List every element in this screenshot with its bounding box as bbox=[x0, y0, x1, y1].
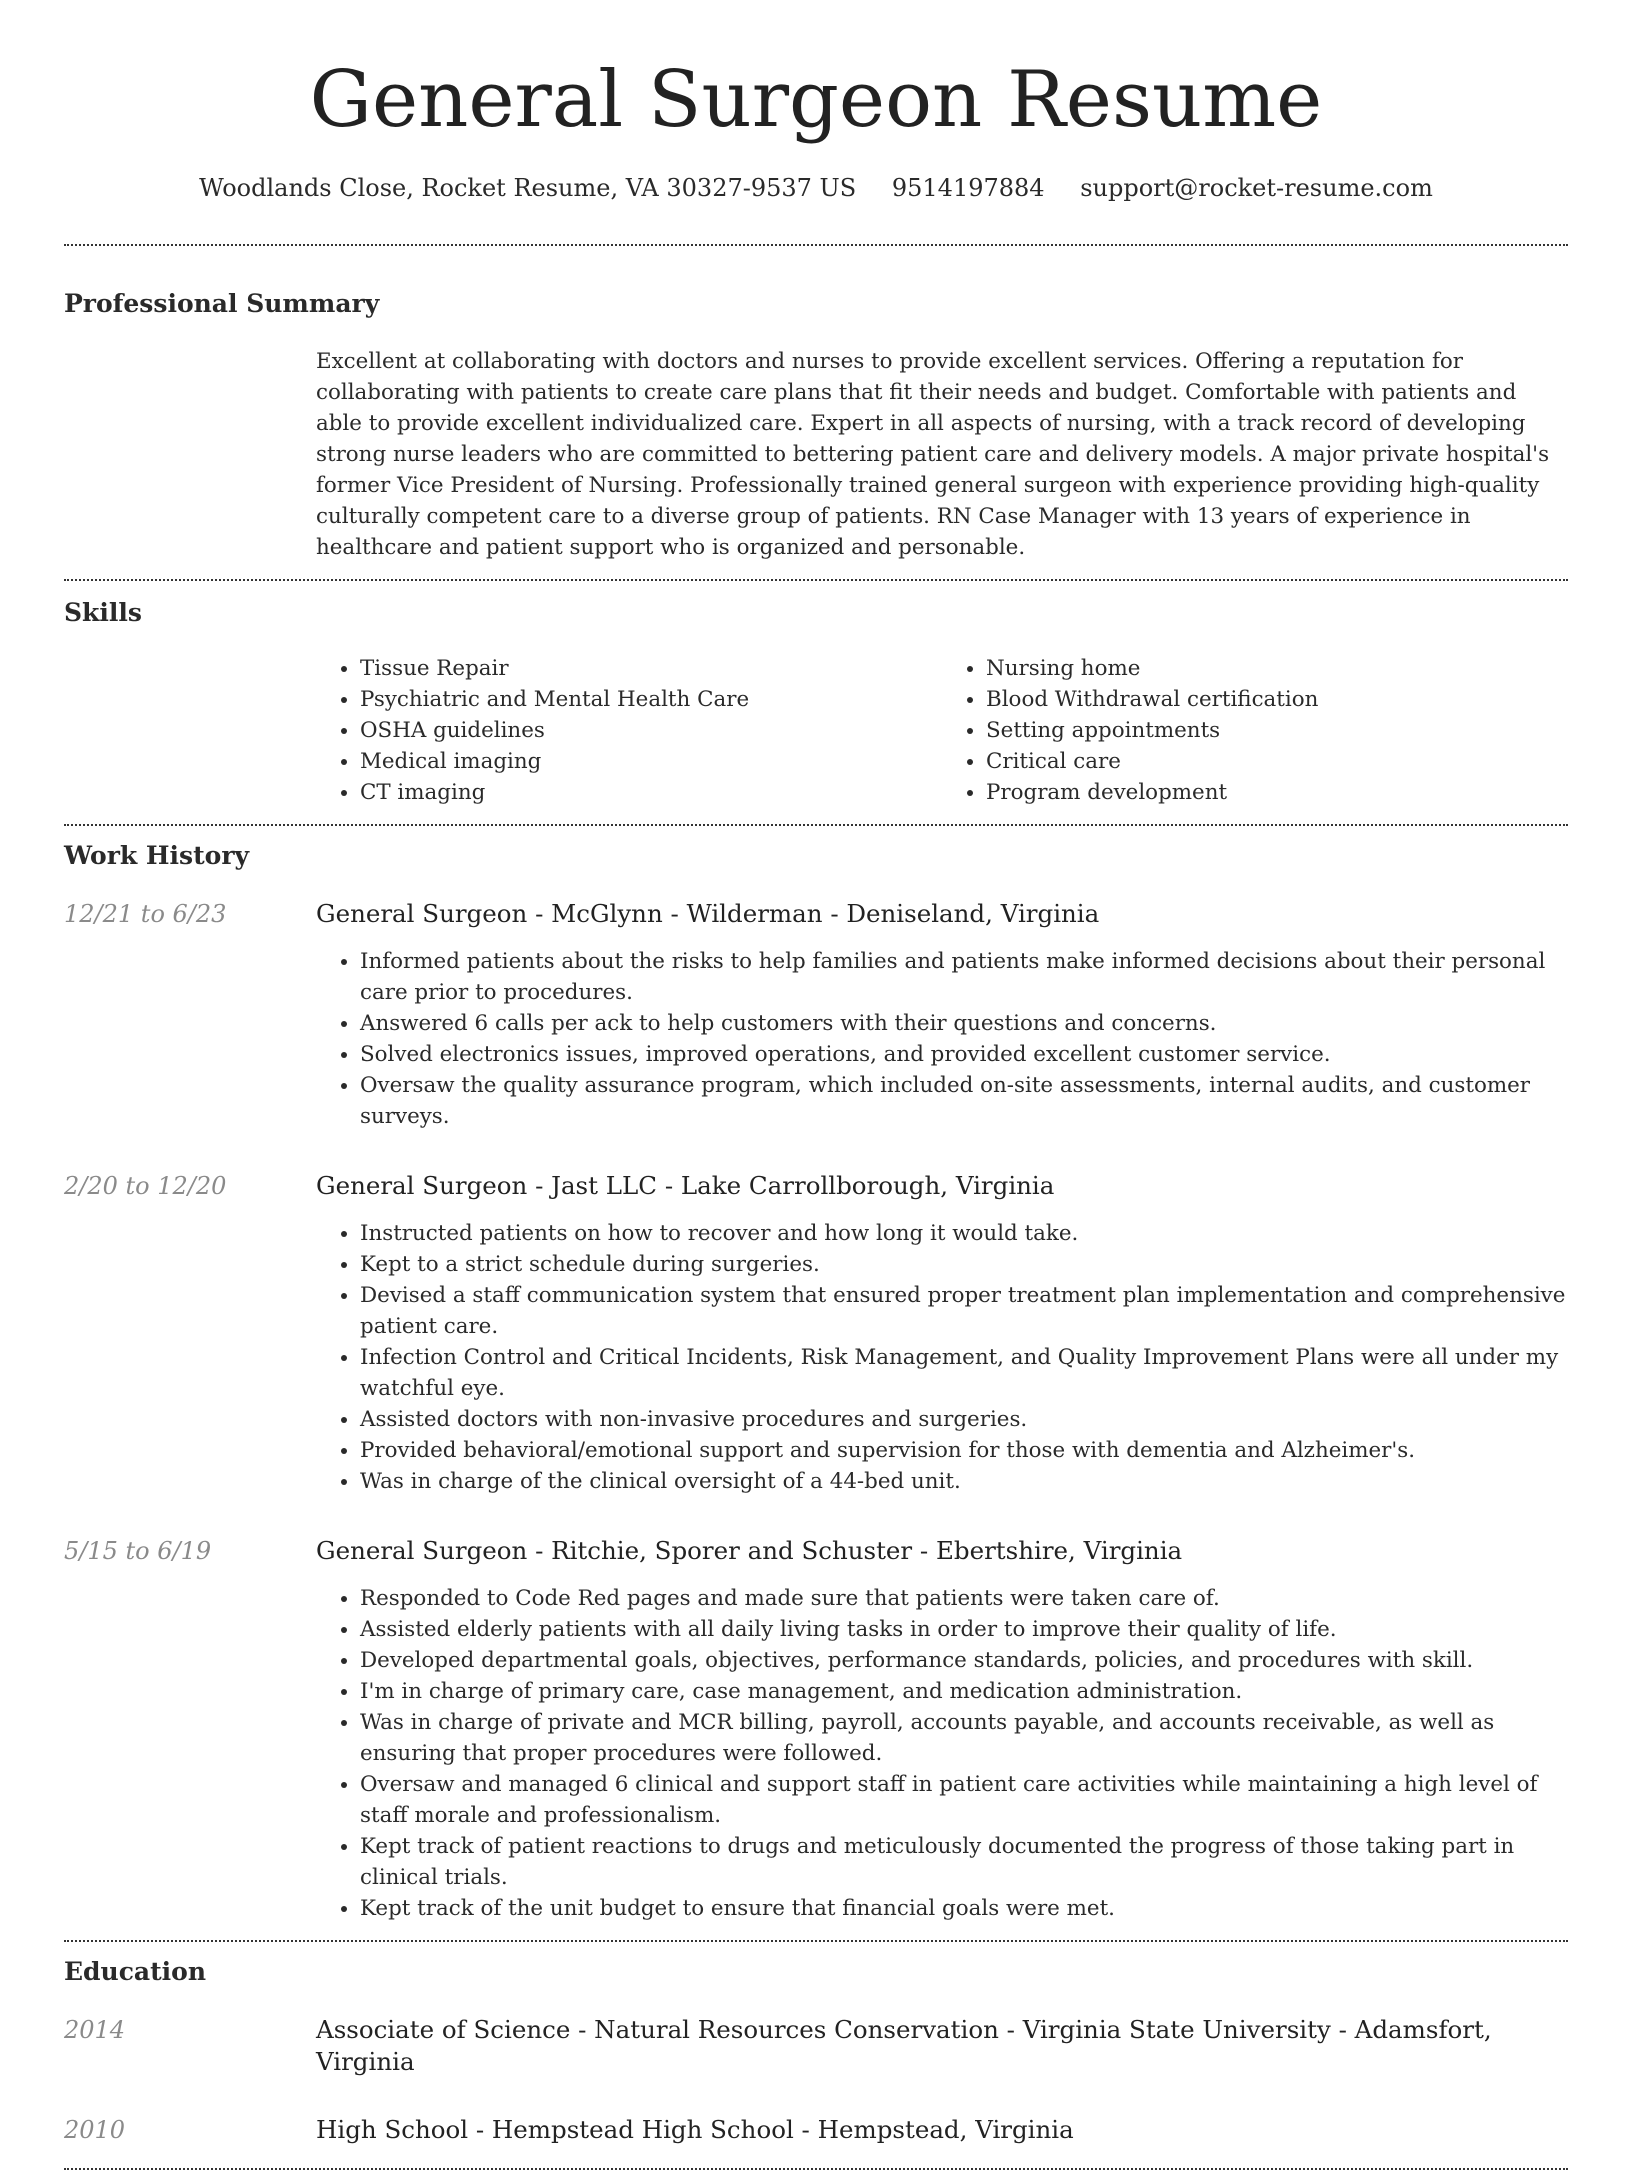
education-entry-date: 2010 bbox=[64, 2116, 126, 2144]
contact-email: support@rocket-resume.com bbox=[1080, 174, 1433, 202]
work-entry-date: 2/20 to 12/20 bbox=[64, 1172, 227, 1200]
work-entry-date: 12/21 to 6/23 bbox=[64, 900, 227, 928]
skill-item: • OSHA guidelines bbox=[360, 715, 942, 746]
summary-heading: Professional Summary bbox=[64, 289, 380, 318]
work-entry-heading: General Surgeon - Ritchie, Sporer and Schuster - Ebertshire, Virginia bbox=[316, 1536, 1183, 1565]
resume-title: General Surgeon Resume bbox=[309, 55, 1323, 145]
skill-item: • Medical imaging bbox=[360, 746, 942, 777]
education-entry-heading: High School - Hempstead High School - Hempstead, Virginia bbox=[316, 2115, 1074, 2144]
work-entry bbox=[64, 1535, 1568, 1924]
skill-item: • Setting appointments bbox=[986, 715, 1568, 746]
skill-item: • Psychiatric and Mental Health Care bbox=[360, 684, 942, 715]
section-divider bbox=[64, 824, 1568, 826]
contact-phone: 9514197884 bbox=[891, 174, 1045, 202]
skill-item: • Blood Withdrawal certification bbox=[986, 684, 1568, 715]
skills-column-right bbox=[942, 653, 1568, 808]
work-bullet: • Answered 6 calls per ack to help customers with their questions and concerns. bbox=[360, 1008, 1568, 1039]
work-bullet: • Was in charge of the clinical oversight of a 44-bed unit. bbox=[360, 1466, 1568, 1497]
section-divider bbox=[64, 244, 1568, 246]
work-entry-body bbox=[316, 1535, 1568, 1924]
skills-list bbox=[316, 653, 1568, 808]
skills-heading: Skills bbox=[64, 598, 142, 627]
work-bullet: • Infection Control and Critical Incidents, Risk Management, and Quality Improvement Plans were all under my watchful eye. bbox=[360, 1342, 1568, 1404]
skill-item: • Nursing home bbox=[986, 653, 1568, 684]
education-entry-date: 2014 bbox=[64, 2016, 126, 2044]
work-entry-heading: General Surgeon - Jast LLC - Lake Carrollborough, Virginia bbox=[316, 1171, 1055, 1200]
work-bullet: • Oversaw and managed 6 clinical and support staff in patient care activities while maintaining a high level of staff morale and professionalism. bbox=[360, 1769, 1568, 1831]
skill-item: • Tissue Repair bbox=[360, 653, 942, 684]
work-bullet: • Responded to Code Red pages and made sure that patients were taken care of. bbox=[360, 1583, 1568, 1614]
work-bullet: • Kept track of patient reactions to drugs and meticulously documented the progress of those taking part in clinical trials. bbox=[360, 1831, 1568, 1893]
work-entry-body bbox=[316, 1170, 1568, 1497]
work-bullet: • Was in charge of private and MCR billing, payroll, accounts payable, and accounts receivable, as well as ensuring that proper procedures were followed. bbox=[360, 1707, 1568, 1769]
contact-address: Woodlands Close, Rocket Resume, VA 30327-9537 US bbox=[199, 174, 857, 202]
skill-item: • Critical care bbox=[986, 746, 1568, 777]
work-entry-bullets bbox=[316, 1583, 1568, 1924]
work-bullet: • Oversaw the quality assurance program, which included on-site assessments, internal audits, and customer surveys. bbox=[360, 1070, 1568, 1132]
work-entry-bullets bbox=[316, 1218, 1568, 1497]
work-entry-heading: General Surgeon - McGlynn - Wilderman - Deniseland, Virginia bbox=[316, 899, 1100, 928]
work-bullet: • Solved electronics issues, improved operations, and provided excellent customer service. bbox=[360, 1039, 1568, 1070]
work-bullet: • Kept track of the unit budget to ensure that financial goals were met. bbox=[360, 1893, 1568, 1924]
section-divider bbox=[64, 1940, 1568, 1942]
work-bullet: • Devised a staff communication system that ensured proper treatment plan implementation and comprehensive patient care. bbox=[360, 1280, 1568, 1342]
work-history-section bbox=[64, 840, 1568, 1940]
work-entry bbox=[64, 898, 1568, 1132]
education-entry bbox=[64, 2114, 1568, 2146]
work-bullet: • I'm in charge of primary care, case management, and medication administration. bbox=[360, 1676, 1568, 1707]
work-bullet: • Informed patients about the risks to help families and patients make informed decisions about their personal care prior to procedures. bbox=[360, 946, 1568, 1008]
work-bullet: • Instructed patients on how to recover and how long it would take. bbox=[360, 1218, 1568, 1249]
work-bullet: • Kept to a strict schedule during surgeries. bbox=[360, 1249, 1568, 1280]
section-divider bbox=[64, 579, 1568, 581]
work-entry-bullets bbox=[316, 946, 1568, 1132]
work-entry-body bbox=[316, 898, 1568, 1132]
summary-section bbox=[64, 288, 1568, 563]
work-bullet: • Assisted elderly patients with all daily living tasks in order to improve their quality of life. bbox=[360, 1614, 1568, 1645]
skill-item: • CT imaging bbox=[360, 777, 942, 808]
education-section bbox=[64, 1956, 1568, 2146]
contact-line bbox=[64, 172, 1568, 204]
work-bullet: • Developed departmental goals, objectives, performance standards, policies, and procedures with skill. bbox=[360, 1645, 1568, 1676]
work-history-heading: Work History bbox=[64, 841, 250, 870]
skill-item: • Program development bbox=[986, 777, 1568, 808]
work-entry bbox=[64, 1170, 1568, 1497]
education-entry bbox=[64, 2014, 1568, 2078]
summary-text: Excellent at collaborating with doctors and nurses to provide excellent services. Offering a reputation for collaborating with patients to create care plans that fit their needs and budget. Comfortable with patients and able to provide excellent individualized care. Expert in all aspects of nursing, with a track record of developing strong nurse leaders who are committed to bettering patient care and delivery models. A major private hospital's former Vice President of Nursing. Professionally trained general surgeon with experience providing high-quality culturally competent care to a diverse group of patients. RN Case Manager with 13 years of experience in healthcare and patient support who is organized and personable. bbox=[316, 349, 1550, 560]
education-heading: Education bbox=[64, 1957, 207, 1986]
education-entry-heading: Associate of Science - Natural Resources Conservation - Virginia State University - Adamsfort, Virginia bbox=[316, 2015, 1492, 2076]
work-bullet: • Assisted doctors with non-invasive procedures and surgeries. bbox=[360, 1404, 1568, 1435]
skills-section bbox=[64, 597, 1568, 808]
work-bullet: • Provided behavioral/emotional support and supervision for those with dementia and Alzheimer's. bbox=[360, 1435, 1568, 1466]
skills-column-left bbox=[316, 653, 942, 808]
work-entry-date: 5/15 to 6/19 bbox=[64, 1537, 212, 1565]
